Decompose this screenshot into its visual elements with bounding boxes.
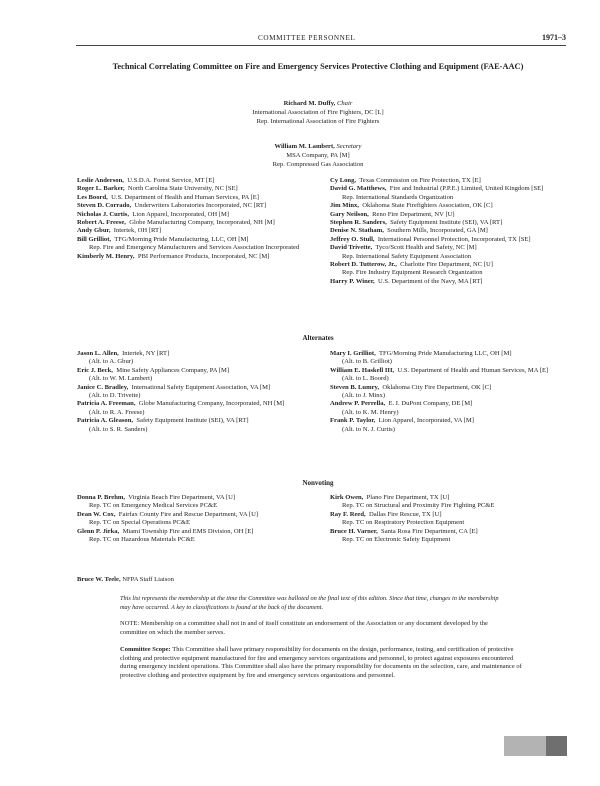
member-affiliation: U.S. Department of Health and Human Services, PA [E] — [111, 193, 259, 201]
member-affiliation: Safety Equipment Institute (SEI), VA [RT] — [390, 219, 503, 227]
member-affiliation: TFG/Morning Pride Manufacturing, LLC, OH [M] — [114, 235, 249, 243]
member-representation: Rep. Fire Industry Equipment Research Organization — [342, 269, 483, 277]
member-representation: Rep. International Standards Organization — [342, 193, 454, 201]
membership-disclaimer: This list represents the membership at the time the Committee was balloted on the final text of this edition. Since that time, changes in the membership may have occurred. A key to classifications is found at the back of the document. — [120, 595, 499, 611]
member-representation: Rep. TC on Electronic Safety Equipment — [342, 536, 451, 544]
member-affiliation: Charlotte Fire Department, NC [U] — [400, 261, 493, 269]
member-representation: Rep. TC on Hazardous Materials PC&E — [89, 536, 195, 544]
member-name: Robert D. Tutterow, Jr., — [330, 261, 397, 269]
member-representation: (Alt. to S. R. Sanders) — [89, 425, 148, 433]
chair-name: Richard M. Duffy, — [283, 100, 336, 107]
member-affiliation: U.S.D.A. Forest Service, MT [E] — [127, 177, 215, 184]
member-representation: Rep. TC on Special Operations PC&E — [89, 519, 190, 527]
members-left-column — [77, 177, 303, 261]
roster-entry — [330, 261, 564, 269]
roster-entry — [330, 227, 564, 235]
member-name: Steven B. Lumry, — [330, 383, 380, 391]
roster-entry — [330, 177, 564, 185]
running-header-section: COMMITTEE PERSONNEL — [258, 34, 356, 42]
member-affiliation: Virginia Beach Fire Department, VA [U] — [128, 494, 236, 501]
roster-entry — [330, 350, 564, 358]
member-name: David Trivette, — [330, 244, 373, 252]
staff-role: NFPA Staff Liaison — [122, 576, 174, 583]
roster-entry — [77, 400, 303, 408]
member-name: Bruce H. Varner, — [330, 527, 378, 535]
member-affiliation: Tyco/Scott Health and Safety, NC [M] — [375, 244, 477, 252]
roster-entry — [330, 219, 564, 227]
member-affiliation: Texas Commission on Fire Protection, TX [E] — [359, 177, 481, 184]
chair-line: Rep. International Association of Fire Fighters — [256, 117, 380, 125]
committee-scope — [120, 646, 530, 680]
member-name: Leslie Anderson, — [77, 177, 124, 184]
member-affiliation: North Carolina State University, NC [SE] — [127, 185, 238, 193]
roster-entry — [77, 236, 303, 244]
roster-entry — [330, 400, 564, 408]
endorsement-note: NOTE: Membership on a committee shall not in and of itself constitute an endorsement of the Association or any document developed by the committee on which the member serves. — [120, 620, 488, 636]
roster-entry — [330, 185, 564, 193]
member-name: Mary I. Grilliot, — [330, 350, 376, 357]
member-representation: (Alt. to N. J. Curtis) — [342, 425, 395, 433]
member-affiliation: Intertek, NY [RT] — [122, 350, 170, 357]
member-affiliation: Dallas Fire Rescue, TX [U] — [368, 510, 442, 518]
chair-role: Chair — [336, 100, 353, 107]
member-affiliation: Globe Manufacturing Company, Incorporated, NH [M] — [129, 219, 275, 227]
member-affiliation: Underwriters Laboratories Incorporated, NC [RT] — [134, 202, 267, 210]
roster-entry — [77, 211, 303, 219]
member-name: Gary Neilson, — [330, 210, 369, 218]
member-affiliation: Miami Township Fire and EMS Division, OH [E] — [122, 527, 254, 535]
member-representation: (Alt. to L. Boord) — [342, 375, 389, 383]
roster-entry — [77, 202, 303, 210]
roster-entry — [77, 511, 303, 519]
member-name: Kimberly M. Henry, — [77, 252, 135, 260]
alternates-left-column — [77, 350, 303, 434]
member-name: Roger L. Barker, — [77, 185, 125, 193]
member-affiliation: PBI Performance Products, Incorporated, NC [M] — [137, 252, 270, 260]
roster-entry — [330, 384, 564, 392]
member-representation: Rep. International Safety Equipment Association — [342, 252, 472, 260]
member-name: Cy Long, — [330, 177, 357, 184]
member-name: Dean W. Cox, — [77, 510, 116, 518]
member-name: Les Boord, — [77, 193, 108, 201]
secretary-role: Secretary — [336, 143, 362, 150]
members-right-column — [330, 177, 564, 286]
nonvoting-right-column — [330, 494, 564, 544]
member-representation: (Alt. to D. Trivette) — [89, 392, 141, 400]
member-affiliation: International Personnel Protection, Incorporated, TX [SE] — [377, 235, 531, 243]
roster-entry — [330, 367, 564, 375]
roster-entry — [77, 384, 303, 392]
staff-liaison — [77, 576, 174, 583]
member-affiliation: Southern Mills, Incorporated, GA [M] — [387, 227, 488, 235]
member-name: Jeffrey O. Stull, — [330, 235, 375, 243]
member-affiliation: Plano Fire Department, TX [U] — [366, 494, 450, 501]
roster-entry — [330, 417, 564, 425]
member-name: Janice C. Bradley, — [77, 383, 129, 391]
member-affiliation: U.S. Department of Health and Human Services, MA [E] — [397, 366, 549, 374]
committee-title: Technical Correlating Committee on Fire and Emergency Services Protective Clothing and Equipment (FAE-AAC) — [112, 62, 524, 71]
member-name: Stephen R. Sanders, — [330, 219, 387, 227]
member-affiliation: Santa Rosa Fire Department, CA [E] — [381, 527, 478, 535]
member-affiliation: Mine Safety Appliances Company, PA [M] — [116, 366, 230, 374]
member-name: David G. Matthews, — [330, 185, 387, 193]
member-affiliation: Oklahoma State Firefighters Association, OK [C] — [362, 202, 493, 210]
member-affiliation: Fairfax County Fire and Rescue Department, VA [U] — [118, 510, 259, 518]
member-name: Andy Gbur, — [77, 227, 111, 235]
roster-entry — [330, 494, 564, 502]
member-affiliation: International Safety Equipment Association, VA [M] — [131, 383, 271, 391]
nonvoting-heading: Nonvoting — [302, 479, 334, 487]
chair-block — [70, 100, 566, 126]
roster-entry — [330, 528, 564, 536]
member-representation: (Alt. to R. A. Freese) — [89, 408, 145, 416]
roster-entry — [77, 185, 303, 193]
member-name: Andrew P. Perrella, — [330, 400, 386, 408]
member-affiliation: TFG/Morning Pride Manufacturing LLC, OH [M] — [378, 350, 512, 357]
roster-entry — [330, 202, 564, 210]
member-name: Robert A. Freese, — [77, 219, 126, 227]
secretary-block — [70, 143, 566, 169]
member-representation: (Alt. to J. Minx) — [342, 392, 386, 400]
member-representation: Rep. TC on Emergency Medical Services PC&E — [89, 502, 218, 510]
roster-entry — [77, 219, 303, 227]
member-affiliation: Intertek, OH [RT] — [113, 227, 162, 235]
alternates-right-column — [330, 350, 564, 434]
roster-entry — [330, 211, 564, 219]
page-edge-tab-light — [504, 736, 546, 756]
member-name: Patricia A. Gleason, — [77, 417, 134, 425]
header-rule — [76, 45, 566, 46]
staff-name: Bruce W. Teele, — [77, 576, 121, 583]
member-representation: Rep. TC on Structural and Proximity Fire Fighting PC&E — [342, 502, 495, 510]
secretary-name: William M. Lambert, — [274, 143, 335, 150]
member-name: Jason L. Allen, — [77, 350, 119, 357]
member-affiliation: Safety Equipment Institute (SEI), VA [RT] — [136, 417, 249, 425]
roster-entry — [330, 236, 564, 244]
member-name: Glenn P. Jirka, — [77, 527, 120, 535]
member-representation: (Alt. to B. Grilliot) — [342, 358, 393, 366]
roster-entry — [77, 253, 303, 261]
member-representation: Rep. TC on Respiratory Protection Equipment — [342, 519, 465, 527]
member-name: Frank P. Taylor, — [330, 417, 376, 425]
secretary-line: MSA Company, PA [M] — [286, 151, 350, 159]
member-affiliation: Oklahoma City Fire Department, OK [C] — [382, 383, 492, 391]
roster-entry — [77, 194, 303, 202]
page-edge-tab-dark — [546, 736, 567, 756]
scope-label: Committee Scope: — [120, 646, 171, 653]
page-number: 1971–3 — [542, 33, 566, 42]
member-representation: Rep. Fire and Emergency Manufacturers and Services Association Incorporated — [89, 244, 300, 252]
member-affiliation: E. I. DuPont Company, DE [M] — [388, 400, 473, 408]
member-representation: (Alt. to W. M. Lambert) — [89, 375, 153, 383]
member-name: Kirk Owen, — [330, 494, 364, 501]
member-name: Eric J. Beck, — [77, 366, 113, 374]
roster-entry — [330, 511, 564, 519]
roster-entry — [77, 350, 303, 358]
roster-entry — [77, 528, 303, 536]
roster-entry — [77, 177, 303, 185]
member-affiliation: Globe Manufacturing Company, Incorporated, NH [M] — [138, 400, 285, 408]
member-affiliation: U.S. Department of the Navy, MA [RT] — [378, 277, 483, 285]
member-representation: (Alt. to K. M. Henry) — [342, 408, 399, 416]
roster-entry — [77, 367, 303, 375]
roster-entry — [77, 494, 303, 502]
member-name: Bill Grilliot, — [77, 235, 112, 243]
roster-entry — [330, 244, 564, 252]
alternates-heading: Alternates — [302, 334, 334, 342]
chair-line: International Association of Fire Fighters, DC [L] — [252, 108, 384, 116]
secretary-line: Rep. Compressed Gas Association — [272, 160, 364, 168]
nonvoting-left-column — [77, 494, 303, 544]
member-name: Ray F. Reed, — [330, 510, 366, 518]
member-affiliation: Lion Apparel, Incorporated, VA [M] — [378, 417, 474, 425]
roster-entry — [77, 227, 303, 235]
member-affiliation: Fire and Industrial (P.P.E.) Limited, United Kingdom [SE] — [389, 185, 544, 193]
roster-entry — [77, 417, 303, 425]
member-name: Steven D. Corrado, — [77, 202, 132, 210]
member-affiliation: Reno Fire Department, NV [U] — [372, 210, 455, 218]
member-affiliation: Lion Apparel, Incorporated, OH [M] — [132, 210, 230, 218]
scope-text: This Committee shall have primary responsibility for documents on the design, performance, testing, and certification of protective clothing and protective equipment manufactured for fire and emergency services organizations and personnel, to protect against exposures encountered during emergency incident operations. This Committee shall also have the primary responsibility for documents on the selection, care, and maintenance of protective clothing and protective equipment by fire and emergency services organizations and personnel. — [120, 646, 522, 679]
member-name: Jim Minx, — [330, 202, 359, 210]
member-name: Donna P. Brehm, — [77, 494, 125, 501]
member-name: Harry P. Winer, — [330, 277, 375, 285]
member-name: Nicholas J. Curtis, — [77, 210, 130, 218]
member-representation: (Alt. to A. Gbur) — [89, 358, 134, 366]
member-name: William E. Haskell III, — [330, 366, 395, 374]
roster-entry — [330, 278, 564, 286]
member-name: Patricia A. Freeman, — [77, 400, 136, 408]
member-name: Denise N. Statham, — [330, 227, 384, 235]
